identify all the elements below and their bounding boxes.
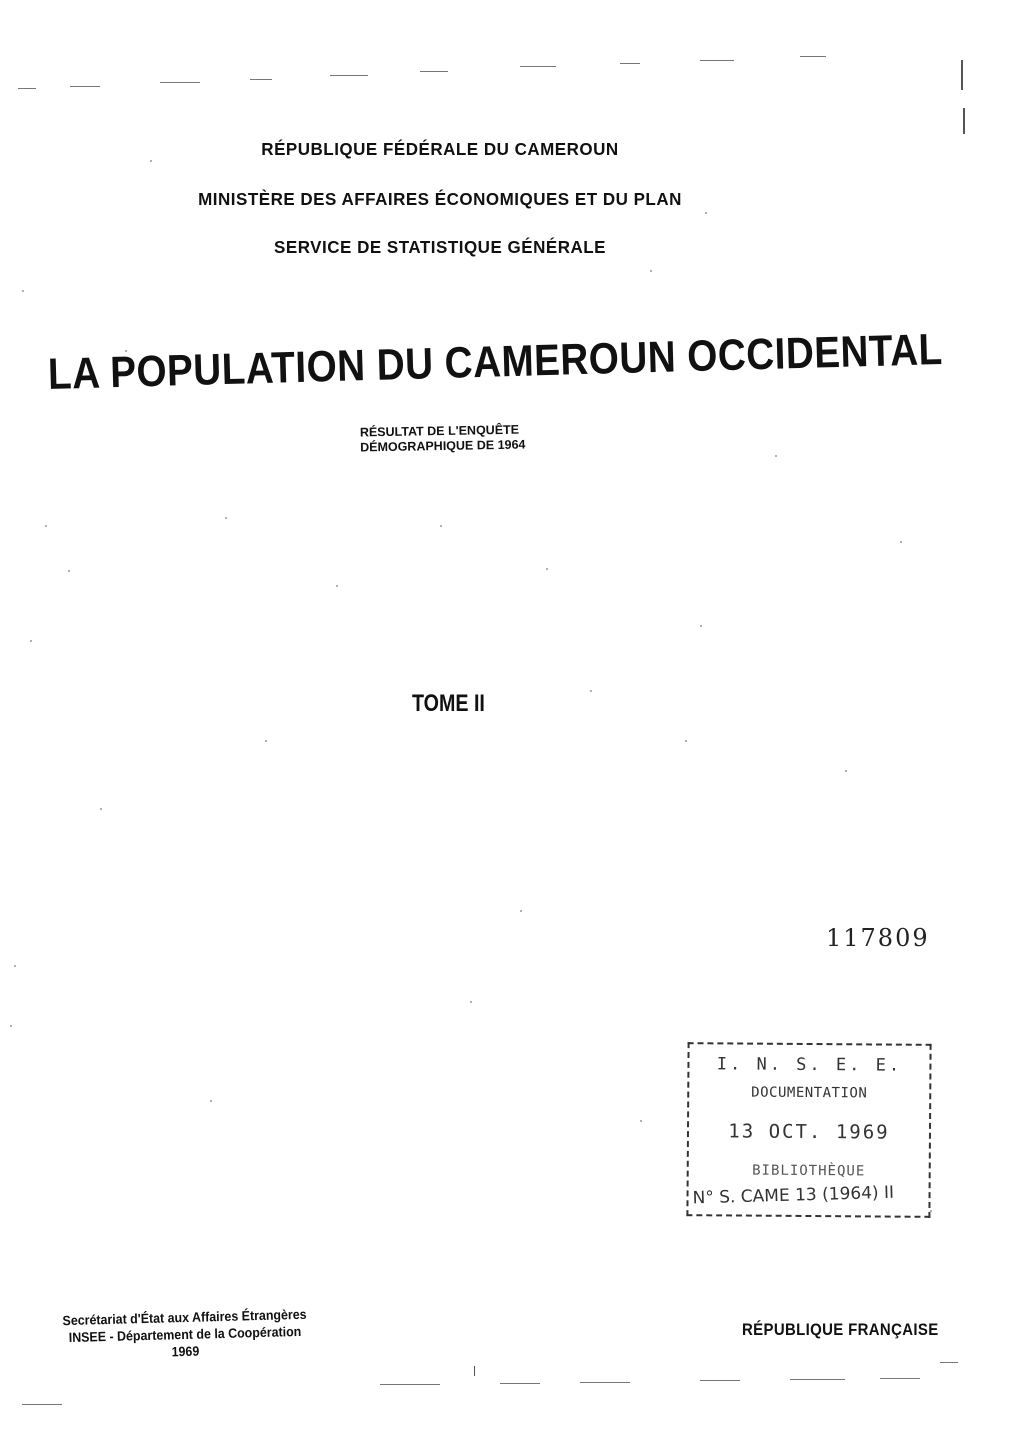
stamp-department: DOCUMENTATION [751, 1084, 868, 1102]
header-ministry: MINISTÈRE DES AFFAIRES ÉCONOMIQUES ET DU PLAN [198, 189, 682, 210]
header-service: SERVICE DE STATISTIQUE GÉNÉRALE [274, 237, 606, 258]
accession-number: 117809 [826, 924, 930, 952]
footer-country: RÉPUBLIQUE FRANÇAISE [742, 1320, 939, 1339]
stamp-institution: I. N. S. E. E. [716, 1054, 903, 1076]
publication-year: 1969 [171, 1343, 200, 1360]
publisher-line-2: INSEE - Département de la Coopération [68, 1323, 302, 1346]
subtitle-line-1: RÉSULTAT DE L'ENQUÊTE [359, 422, 520, 440]
stamp-date: 13 OCT. 1969 [728, 1120, 890, 1144]
volume-label: TOME II [412, 690, 485, 717]
document-title: LA POPULATION DU CAMEROUN OCCIDENTAL [47, 325, 944, 399]
stamp-library: BIBLIOTHÈQUE [752, 1162, 866, 1180]
stamp-shelf-mark: N° S. CAME 13 (1964) II [692, 1182, 895, 1209]
document-subtitle [360, 423, 526, 456]
library-stamp [686, 1042, 931, 1218]
publisher-block [42, 1305, 328, 1363]
subtitle-line-2: DÉMOGRAPHIQUE DE 1964 [360, 437, 526, 455]
header-republic: RÉPUBLIQUE FÉDÉRALE DU CAMEROUN [261, 139, 619, 160]
publisher-line-1: Secrétariat d'État aux Affaires Étrangères [62, 1306, 307, 1329]
